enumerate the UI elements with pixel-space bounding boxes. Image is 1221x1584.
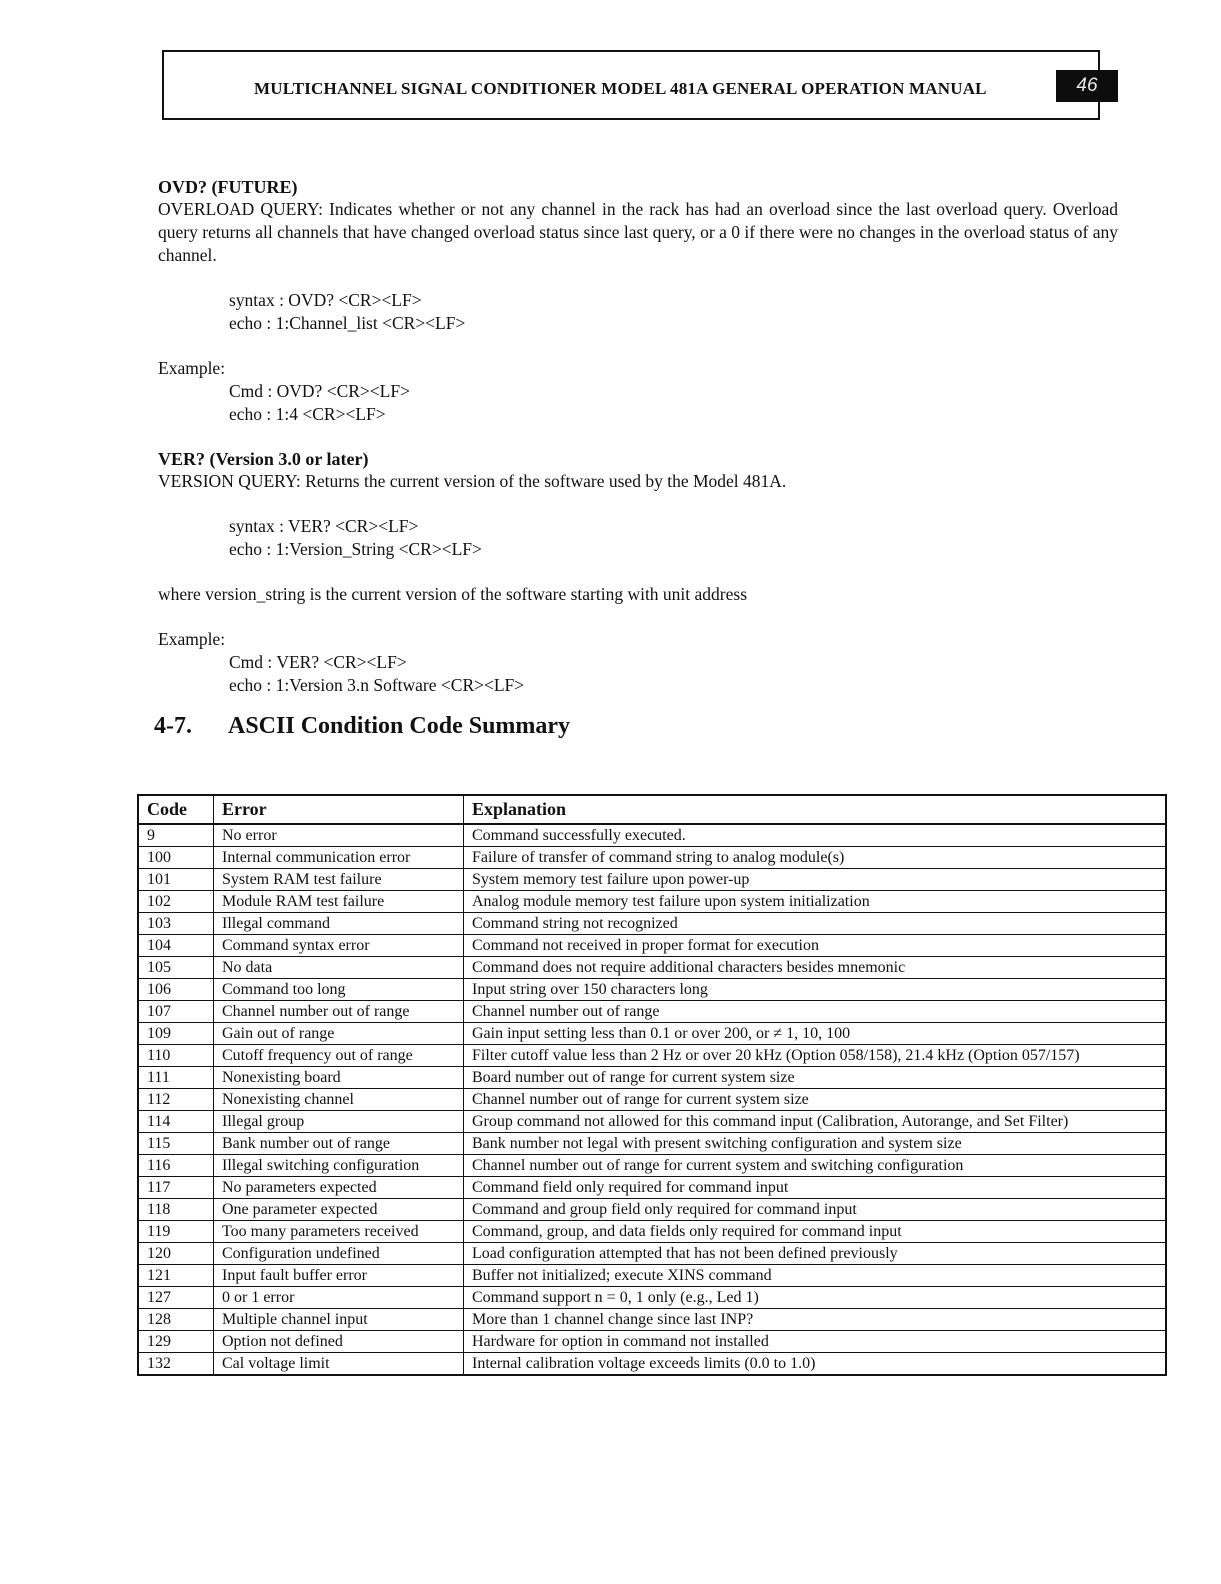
cell-code: 115 (138, 1133, 214, 1155)
cell-code: 106 (138, 979, 214, 1001)
table-row (138, 935, 1166, 957)
summary-heading (154, 711, 1118, 741)
ver-syntax: syntax : VER? <CR><LF> (229, 516, 419, 536)
summary-title: ASCII Condition Code Summary (228, 713, 571, 739)
cell-code: 118 (138, 1199, 214, 1221)
cell-explanation: Channel number out of range (464, 1001, 1167, 1023)
cell-code: 128 (138, 1309, 214, 1331)
cell-code: 116 (138, 1155, 214, 1177)
cell-explanation: Command string not recognized (464, 913, 1167, 935)
table-row (138, 1133, 1166, 1155)
table-row (138, 1309, 1166, 1331)
cell-explanation: More than 1 channel change since last INP? (464, 1309, 1167, 1331)
table-header-row (138, 795, 1166, 824)
page-header (162, 50, 1100, 120)
cell-error: No data (214, 957, 464, 979)
ver-where-text: where version_string is the current version of the software starting with unit address (158, 584, 748, 604)
cell-error: Command too long (214, 979, 464, 1001)
table-row (138, 824, 1166, 847)
table-row (138, 1111, 1166, 1133)
cell-code: 129 (138, 1331, 214, 1353)
cell-explanation: Command support n = 0, 1 only (e.g., Led 1) (464, 1287, 1167, 1309)
table-row (138, 1023, 1166, 1045)
cell-error: Command syntax error (214, 935, 464, 957)
cell-code: 121 (138, 1265, 214, 1287)
cell-error: Nonexisting channel (214, 1089, 464, 1111)
ver-echo: echo : 1:Version_String <CR><LF> (229, 539, 482, 559)
cell-code: 127 (138, 1287, 214, 1309)
cell-explanation: Board number out of range for current system size (464, 1067, 1167, 1089)
cell-explanation: Input string over 150 characters long (464, 979, 1167, 1001)
cell-error: Illegal command (214, 913, 464, 935)
cell-explanation: Filter cutoff value less than 2 Hz or over 20 kHz (Option 058/158), 21.4 kHz (Option 057/157) (464, 1045, 1167, 1067)
ver-example-label: Example: (158, 629, 226, 649)
table-row (138, 1199, 1166, 1221)
cell-error: No error (214, 824, 464, 847)
cell-explanation: Buffer not initialized; execute XINS command (464, 1265, 1167, 1287)
table-row (138, 891, 1166, 913)
cell-explanation: Analog module memory test failure upon system initialization (464, 891, 1167, 913)
cell-explanation: Internal calibration voltage exceeds limits (0.0 to 1.0) (464, 1353, 1167, 1376)
cell-explanation: Channel number out of range for current system and switching configuration (464, 1155, 1167, 1177)
cell-error: Cutoff frequency out of range (214, 1045, 464, 1067)
table-row (138, 1001, 1166, 1023)
cell-code: 117 (138, 1177, 214, 1199)
cell-error: Illegal switching configuration (214, 1155, 464, 1177)
cell-explanation: Command not received in proper format for execution (464, 935, 1167, 957)
cell-error: System RAM test failure (214, 869, 464, 891)
table-row (138, 1155, 1166, 1177)
cell-code: 105 (138, 957, 214, 979)
cell-error: Channel number out of range (214, 1001, 464, 1023)
cell-error: Too many parameters received (214, 1221, 464, 1243)
ovd-echo: echo : 1:Channel_list <CR><LF> (229, 313, 466, 333)
cell-code: 110 (138, 1045, 214, 1067)
cell-code: 100 (138, 847, 214, 869)
cell-error: One parameter expected (214, 1199, 464, 1221)
ovd-example-label: Example: (158, 358, 226, 378)
cell-explanation: Channel number out of range for current system size (464, 1089, 1167, 1111)
cell-explanation: Command successfully executed. (464, 824, 1167, 847)
cell-code: 101 (138, 869, 214, 891)
cell-error: Nonexisting board (214, 1067, 464, 1089)
ver-example-echo: echo : 1:Version 3.n Software <CR><LF> (229, 675, 525, 695)
cell-code: 119 (138, 1221, 214, 1243)
page-number-badge: 46 (1056, 70, 1118, 102)
cell-error: Option not defined (214, 1331, 464, 1353)
cell-explanation: System memory test failure upon power-up (464, 869, 1167, 891)
main-content (154, 176, 1118, 741)
cell-error: Multiple channel input (214, 1309, 464, 1331)
cell-code: 132 (138, 1353, 214, 1376)
table-row (138, 1177, 1166, 1199)
cell-explanation: Command field only required for command input (464, 1177, 1167, 1199)
cell-explanation: Command and group field only required for command input (464, 1199, 1167, 1221)
ovd-example-cmd: Cmd : OVD? <CR><LF> (229, 381, 410, 401)
table-row (138, 1265, 1166, 1287)
cell-code: 9 (138, 824, 214, 847)
ver-example-cmd: Cmd : VER? <CR><LF> (229, 652, 407, 672)
table-row (138, 869, 1166, 891)
table-body (138, 824, 1166, 1375)
cell-explanation: Group command not allowed for this command input (Calibration, Autorange, and Set Filter) (464, 1111, 1167, 1133)
cell-error: 0 or 1 error (214, 1287, 464, 1309)
header-title: MULTICHANNEL SIGNAL CONDITIONER MODEL 481A GENERAL OPERATION MANUAL (254, 79, 987, 98)
condition-code-table (137, 794, 1167, 1376)
cell-explanation: Load configuration attempted that has not been defined previously (464, 1243, 1167, 1265)
cell-explanation: Bank number not legal with present switching configuration and system size (464, 1133, 1167, 1155)
table-row (138, 1353, 1166, 1376)
column-header-explanation: Explanation (464, 795, 1167, 824)
cell-code: 107 (138, 1001, 214, 1023)
cell-error: Internal communication error (214, 847, 464, 869)
cell-error: No parameters expected (214, 1177, 464, 1199)
table-row (138, 847, 1166, 869)
ovd-syntax: syntax : OVD? <CR><LF> (229, 290, 422, 310)
table-row (138, 1045, 1166, 1067)
cell-code: 114 (138, 1111, 214, 1133)
ver-heading: VER? (Version 3.0 or later) (158, 449, 369, 469)
table-row (138, 1287, 1166, 1309)
cell-error: Configuration undefined (214, 1243, 464, 1265)
table-row (138, 1067, 1166, 1089)
ver-description: VERSION QUERY: Returns the current version of the software used by the Model 481A. (158, 471, 787, 491)
cell-explanation: Failure of transfer of command string to analog module(s) (464, 847, 1167, 869)
cell-code: 102 (138, 891, 214, 913)
cell-error: Input fault buffer error (214, 1265, 464, 1287)
summary-number: 4-7. (154, 713, 192, 739)
cell-code: 109 (138, 1023, 214, 1045)
ovd-heading: OVD? (FUTURE) (158, 177, 298, 197)
cell-explanation: Command, group, and data fields only required for command input (464, 1221, 1167, 1243)
table-row (138, 1089, 1166, 1111)
cell-explanation: Hardware for option in command not installed (464, 1331, 1167, 1353)
column-header-error: Error (214, 795, 464, 824)
cell-code: 103 (138, 913, 214, 935)
cell-error: Module RAM test failure (214, 891, 464, 913)
column-header-code: Code (138, 795, 214, 824)
cell-explanation: Gain input setting less than 0.1 or over 200, or ≠ 1, 10, 100 (464, 1023, 1167, 1045)
cell-code: 120 (138, 1243, 214, 1265)
cell-code: 111 (138, 1067, 214, 1089)
table-row (138, 1243, 1166, 1265)
table-row (138, 957, 1166, 979)
cell-code: 104 (138, 935, 214, 957)
table-row (138, 1221, 1166, 1243)
cell-error: Illegal group (214, 1111, 464, 1133)
cell-error: Bank number out of range (214, 1133, 464, 1155)
ovd-description: OVERLOAD QUERY: Indicates whether or not any channel in the rack has had an overload since the last overload query. Overload query returns all channels that have changed overload status since last query, or a 0 if there were no changes in the overload status of any channel. (158, 199, 1118, 265)
table-row (138, 1331, 1166, 1353)
table-row (138, 913, 1166, 935)
cell-error: Cal voltage limit (214, 1353, 464, 1376)
cell-code: 112 (138, 1089, 214, 1111)
table-row (138, 979, 1166, 1001)
cell-error: Gain out of range (214, 1023, 464, 1045)
ovd-example-echo: echo : 1:4 <CR><LF> (229, 404, 386, 424)
cell-explanation: Command does not require additional characters besides mnemonic (464, 957, 1167, 979)
